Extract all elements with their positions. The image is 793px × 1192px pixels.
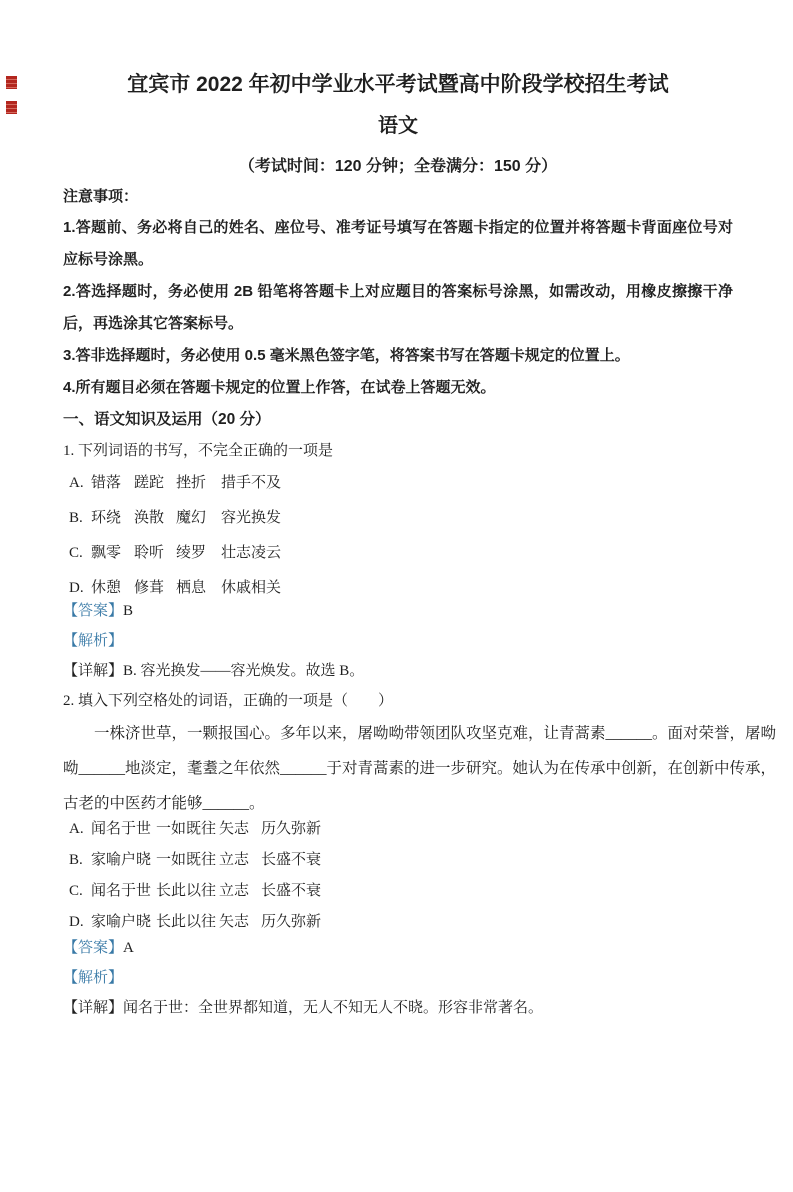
option-letter: B. [69, 852, 83, 868]
option-word: 家喻户晓 [91, 914, 152, 930]
option-word: 栖息 [176, 580, 207, 596]
option-word: 挫折 [176, 475, 207, 491]
q1-option-b [63, 501, 733, 536]
question-2-stem: 2. 填入下列空格处的词语，正确的一项是（ ） [63, 693, 394, 709]
exam-info: （考试时间：120 分钟；全卷满分：150 分） [238, 158, 558, 175]
option-letter: B. [69, 510, 83, 526]
question-1-options [63, 466, 733, 606]
analysis-label: 【解析】 [63, 633, 124, 649]
notice-item-4: 4.所有题目必须在答题卡规定的位置上作答，在试卷上答题无效。 [63, 379, 496, 396]
red-mark-icon [6, 76, 17, 89]
option-word: 容光换发 [221, 510, 282, 526]
detail-text: 闻名于世：全世界都知道，无人不知无人不晓。形容非常著名。 [123, 1000, 544, 1016]
q1-option-a [63, 466, 733, 501]
answer-value: B [123, 603, 134, 619]
red-watermark-marks [0, 70, 30, 130]
q2-analysis-line [63, 963, 733, 993]
q2-option-c [63, 876, 733, 907]
q2-option-a [63, 814, 733, 845]
passage-line: 一株济世草，一颗报国心。多年以来，屠呦呦带领团队攻坚克难，让青蒿素______。面对荣誉，屠呦 [94, 725, 777, 742]
q2-option-b [63, 845, 733, 876]
notice-item-3: 3.答非选择题时，务必使用 0.5 毫米黑色签字笔，将答案书写在答题卡规定的位置上。 [63, 347, 630, 364]
option-word: 魔幻 [176, 510, 207, 526]
option-word: 闻名于世 [91, 883, 152, 899]
option-word: 绫罗 [176, 545, 207, 561]
answer-label: 【答案】 [63, 940, 124, 956]
option-word: 休戚相关 [221, 580, 282, 596]
detail-text: B. 容光换发——容光焕发。故选 B。 [123, 663, 365, 679]
option-word: 蹉跎 [134, 475, 165, 491]
question-1-stem: 1. 下列词语的书写，不完全正确的一项是 [63, 443, 334, 459]
detail-label: 【详解】 [63, 1000, 124, 1016]
option-letter: D. [69, 914, 84, 930]
option-word: 一如既往 [156, 852, 217, 868]
answer-value: A [123, 940, 134, 956]
notice-title: 注意事项： [63, 188, 139, 205]
subject-title: 语文 [378, 115, 418, 137]
answer-label: 【答案】 [63, 603, 124, 619]
option-word: 修葺 [134, 580, 165, 596]
question-2-options [63, 814, 733, 938]
option-word: 历久弥新 [261, 821, 322, 837]
analysis-label: 【解析】 [63, 970, 124, 986]
detail-label: 【详解】 [63, 663, 124, 679]
q2-detail-line [63, 993, 733, 1023]
notice-item-2: 2.答选择题时，务必使用 2B 铅笔将答题卡上对应题目的答案标号涂黑，如需改动，用橡皮擦擦干净后，再选涂其它答案标号。 [63, 283, 733, 332]
section-title: 一、语文知识及运用（20 分） [63, 411, 271, 428]
option-letter: C. [69, 545, 83, 561]
option-word: 长盛不衰 [261, 852, 322, 868]
option-letter: D. [69, 580, 84, 596]
red-mark-icon [6, 101, 17, 114]
option-word: 错落 [91, 475, 122, 491]
option-word: 立志 [219, 852, 250, 868]
option-word: 家喻户晓 [91, 852, 152, 868]
passage-line: 古老的中医药才能够______。 [63, 795, 265, 812]
option-word: 聆听 [134, 545, 165, 561]
option-letter: C. [69, 883, 83, 899]
option-word: 历久弥新 [261, 914, 322, 930]
option-word: 休憩 [91, 580, 122, 596]
notice-item-1: 1.答题前、务必将自己的姓名、座位号、准考证号填写在答题卡指定的位置并将答题卡背面座位号对应标号涂黑。 [63, 219, 733, 268]
option-word: 长此以往 [156, 883, 217, 899]
option-letter: A. [69, 821, 84, 837]
option-word: 矢志 [219, 914, 250, 930]
exam-document-page [0, 70, 793, 1023]
option-word: 闻名于世 [91, 821, 152, 837]
option-word: 一如既往 [156, 821, 217, 837]
q1-analysis-line [63, 626, 733, 656]
option-word: 矢志 [219, 821, 250, 837]
option-word: 立志 [219, 883, 250, 899]
passage-line: 呦______地淡定，耄耋之年依然______于对青蒿素的进一步研究。她认为在传承中创新，在创新中传承， [63, 760, 777, 777]
option-word: 长盛不衰 [261, 883, 322, 899]
option-word: 涣散 [134, 510, 165, 526]
option-word: 壮志凌云 [221, 545, 282, 561]
q1-detail-line [63, 656, 733, 686]
question-2-passage [63, 716, 777, 821]
option-word: 长此以往 [156, 914, 217, 930]
option-letter: A. [69, 475, 84, 491]
q1-option-c [63, 536, 733, 571]
page-title: 宜宾市 2022 年初中学业水平考试暨高中阶段学校招生考试 [127, 73, 669, 96]
option-word: 环绕 [91, 510, 122, 526]
option-word: 飘零 [91, 545, 122, 561]
option-word: 措手不及 [221, 475, 282, 491]
